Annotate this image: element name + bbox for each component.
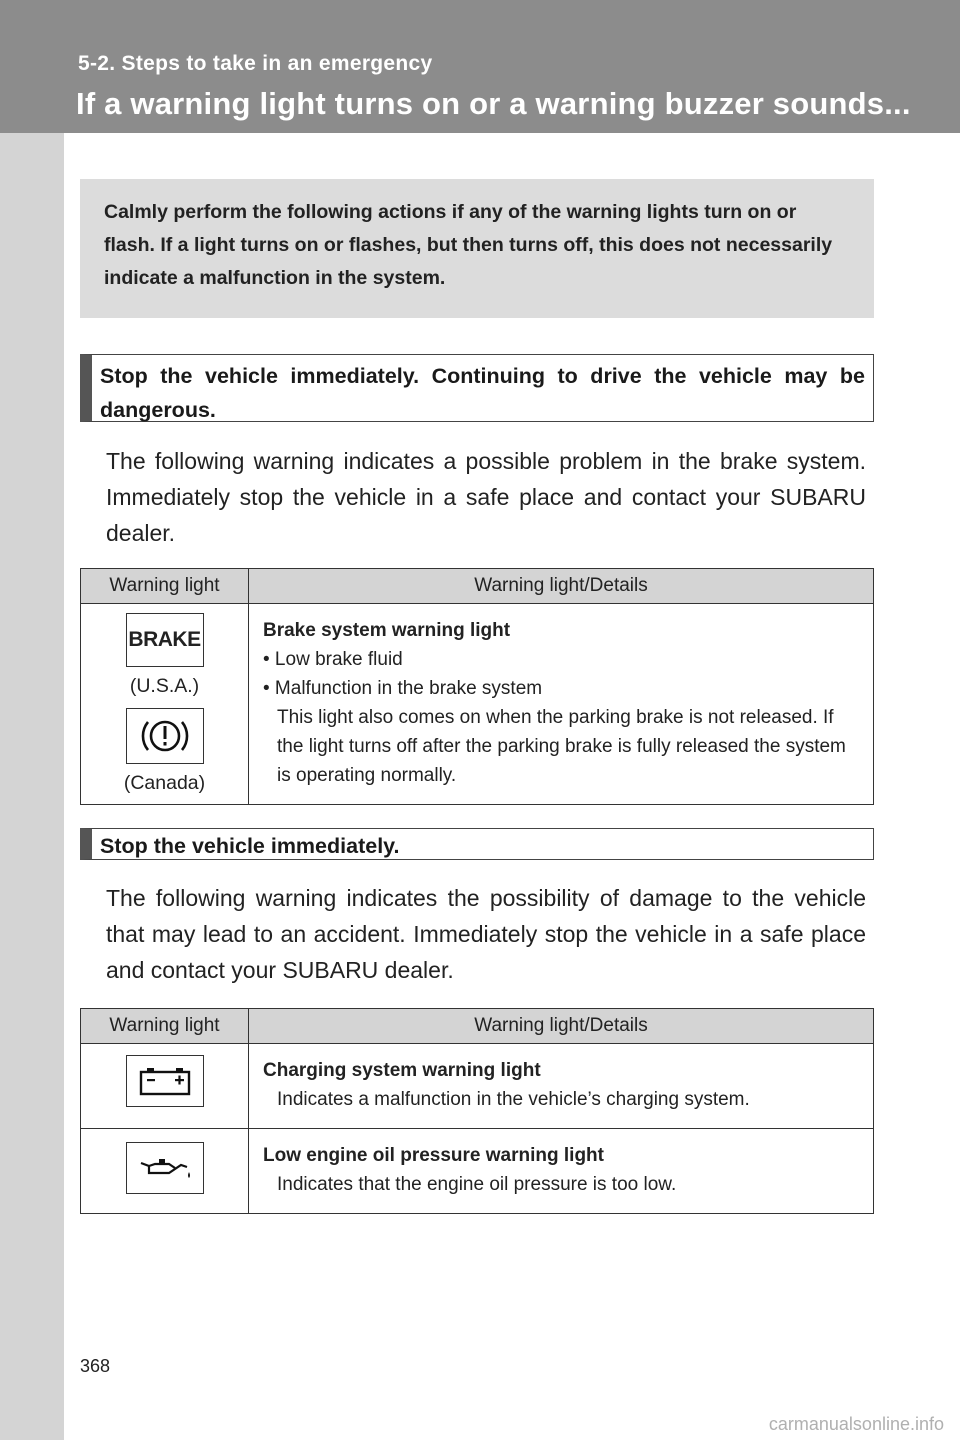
brake-details-cell: [249, 604, 874, 805]
oil-detail: Indicates that the engine oil pressure is too low.: [277, 1174, 677, 1195]
charging-details-cell: [249, 1044, 874, 1129]
charging-detail: Indicates a malfunction in the vehicle’s charging system.: [277, 1089, 750, 1110]
charging-title: Charging system warning light: [263, 1060, 541, 1081]
charging-icon-cell: [81, 1044, 249, 1129]
oil-details-cell: [249, 1129, 874, 1214]
canada-caption: (Canada): [123, 772, 206, 794]
brake-bullet-2: • Malfunction in the brake system: [263, 678, 543, 699]
damage-warning-table: [80, 1008, 874, 1214]
oil-title: Low engine oil pressure warning light: [263, 1145, 604, 1166]
watermark: carmanualsonline.info: [768, 1414, 944, 1434]
brake-bullet-1: • Low brake fluid: [263, 649, 403, 670]
brake-text-icon: BRAKE: [126, 613, 204, 667]
page-title: If a warning light turns on or a warning buzzer sounds...: [76, 86, 911, 121]
col-warning-light: Warning light: [81, 569, 249, 604]
col-details: Warning light/Details: [249, 569, 874, 604]
col-details: Warning light/Details: [249, 1009, 874, 1044]
brake-title: Brake system warning light: [263, 620, 511, 641]
col-warning-light: Warning light: [81, 1009, 249, 1044]
oil-icon-cell: [81, 1129, 249, 1214]
intro-box: Calmly perform the following actions if any of the warning lights turn on or flash. If a light turns on or flashes, but then turns off, this does not necessarily indicate a malfunction in the system.: [80, 179, 874, 318]
brake-paragraph: The following warning indicates a possible problem in the brake system. Immediately stop the vehicle in a safe place and contact your SUBARU dealer.: [106, 448, 866, 546]
damage-paragraph: The following warning indicates the possibility of damage to the vehicle that may lead to an accident. Immediately stop the vehicle in a safe place and contact your SUBARU dealer.: [106, 885, 866, 983]
usa-caption: (U.S.A.): [129, 675, 200, 697]
brake-note: This light also comes on when the parking brake is not released. If the light turns off after the parking brake is fully released the system is operating normally.: [277, 707, 846, 786]
oil-can-icon: [126, 1142, 204, 1194]
page-header: [0, 0, 960, 133]
brake-icon-cell: [81, 604, 249, 805]
page-number: 368: [80, 1356, 111, 1376]
left-margin-bar: [0, 0, 64, 1440]
battery-icon: [126, 1055, 204, 1107]
section-label: 5-2. Steps to take in an emergency: [78, 52, 433, 75]
heading-stop-immediately: Stop the vehicle immediately.: [80, 828, 874, 860]
brake-warning-table: [80, 568, 874, 805]
brake-exclamation-icon: [126, 708, 204, 764]
heading-stop-dangerous: Stop the vehicle immediately. Continuing to drive the vehicle may be dangerous.: [80, 354, 874, 422]
